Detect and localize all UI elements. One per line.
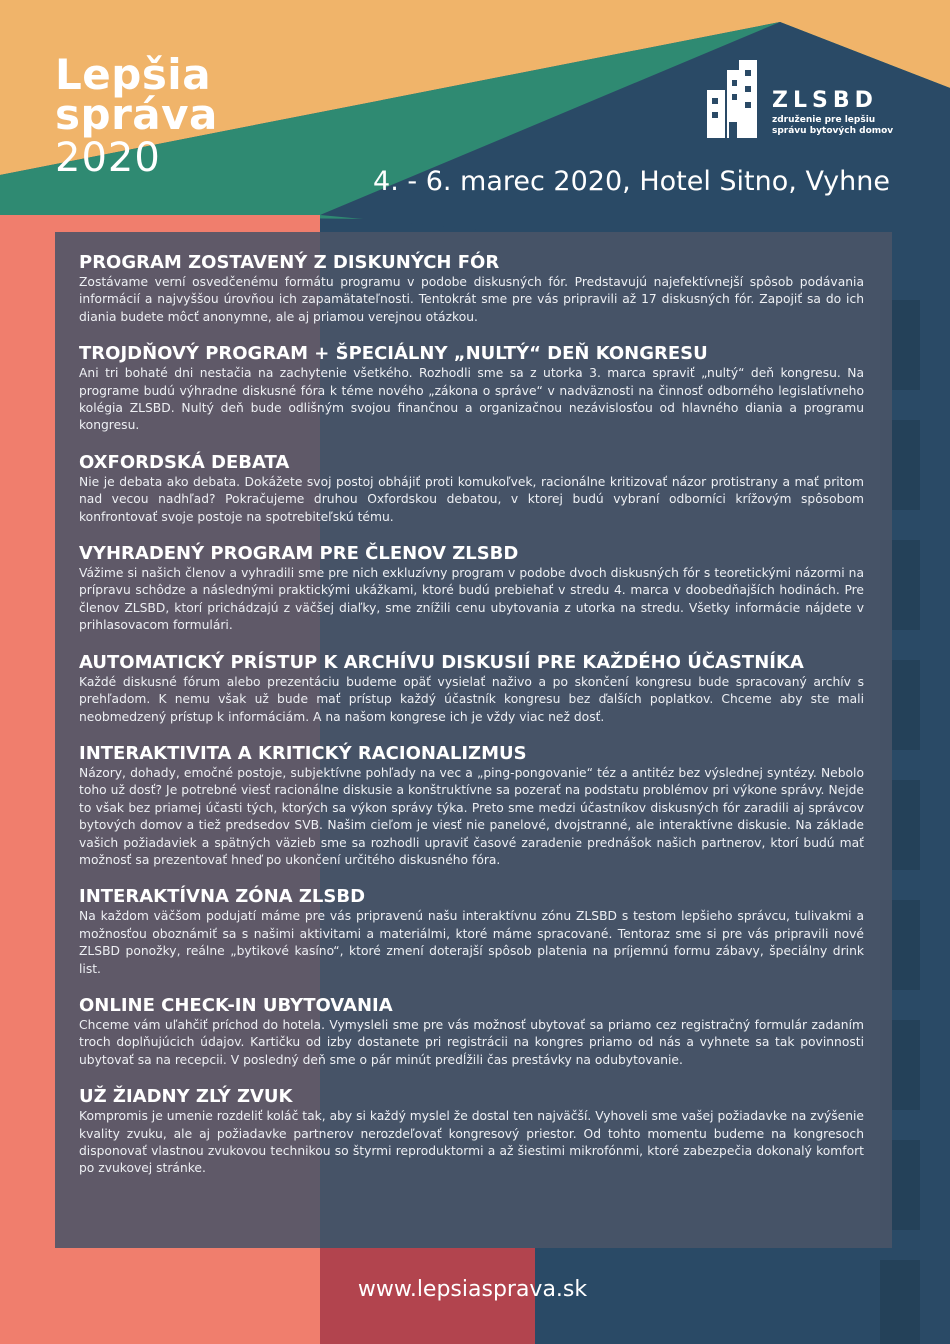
brand-line-2: správa [55,90,218,139]
section-body: Zostávame verní osvedčenému formátu programu v podobe diskusných fór. Predstavujú najefektívnejší spôsob podávania informácií a najvyššou úrovňou ich zapamätateľnosti. Tentokrát sme pre vás pripravili až 17 diskusných fór. Zapojiť sa do ich diania budete môcť anonymne, ale aj priamou verejnou otázkou. [79,275,864,324]
website-link[interactable]: www.lepsiasprava.sk [357,1277,588,1302]
section-title: PROGRAM ZOSTAVENÝ Z DISKUNÝCH FÓR [79,252,500,273]
section-interactivity [79,743,864,869]
section-oxford-debate [79,452,864,526]
section-title: INTERAKTIVITA A KRITICKÝ RACIONALIZMUS [79,742,527,764]
section-sound [79,1086,864,1178]
section-body: Vážime si našich členov a vyhradili sme pre nich exkluzívny program v podobe dvoch diskusných fór s teoretickými názormi na prípravu schôdze a následnými praktickými ukážkami, ktoré budú prebiehať v stredu 4. marca v doobedňajších hodinách. Pre členov ZLSBD, ktorí prichádzajú z väčšej diaľky, sme znížili cenu ubytovania z utorka na stredu. Všetky informácie nájdete v prihlasovacom formulári. [79,566,864,633]
section-body: Každé diskusné fórum alebo prezentáciu budeme opäť vysielať naživo a po skončení kongresu bude spracovaný archív s prehľadom. K nemu však už bude mať prístup každý účastník kongresu bez ďalších poplatkov. Chceme aby ste mali neobmedzený prístup k informáciám. A na našom kongrese ich je vždy viac než dosť. [79,674,864,724]
section-title: INTERAKTÍVNA ZÓNA ZLSBD [79,886,366,908]
logo-subtitle-line-2: správu bytových domov [772,126,894,136]
section-title: VYHRADENÝ PROGRAM PRE ČLENOV ZLSBD [79,543,519,565]
section-title: TROJDŇOVÝ PROGRAM + ŠPECIÁLNY „NULTÝ“ DEŇ KONGRESU [79,343,708,365]
program-sections [79,252,864,1195]
section-body: Názory, dohady, emočné postoje, subjektívne pohľady na vec a „ping-pongovanie“ téz a antitéz bez výslednej syntézy. Nebolo toho už dosť? Je potrebné viesť racionálne diskusie a konštruktívne sa pozerať na podstatu problémov pri výkone správy. Nejde to však bez priamej účasti tých, ktorých sa výkon správy týka. Preto sme medzi účastníkov diskusných fór zaradili aj správcov bytových domov a tiež predsedov SVB. Našim cieľom je viesť nie panelové, dvojstranné, ale interaktívne diskusie. Na základe vašich požiadaviek a spätných väzieb sme sa rozhodli upraviť časové zaradenie prednášok našich partnerov, ktorí budú mať možnosť sa prezentovať hneď po ukončení určitého diskusného fóra. [79,765,864,867]
section-body: Nie je debata ako debata. Dokážete svoj postoj obhájiť proti komukoľvek, racionálne kritizovať názor protistrany a mať pritom nad vecou nadhľad? Pokračujeme druhou Oxfordskou debatou, v ktorej budú vybraní odborníci krížovým spôsobom konfrontovať svoje postoje na spotrebiteľskú tému. [79,474,864,524]
logo-subtitle [772,115,893,137]
section-three-day-program [79,343,864,435]
section-body: Na každom väčšom podujatí máme pre vás pripravenú našu interaktívnu zónu ZLSBD s testom lepšieho správcu, tulivakmi a možnosťou oboznámiť sa s našimi aktivitami a materiálmi, ktoré máme spracované. Tentoraz sme si pre vás pripravili nové ZLSBD ponožky, reálne „bytikové kasíno“, ktoré zmení doterajší spôsob platenia na príjemnú formu zábavy, špeciálny drink list. [79,909,864,976]
section-body: Chceme vám uľahčiť príchod do hotela. Vymysleli sme pre vás možnosť ubytovať sa priamo cez registračný formulár zadaním troch doplňujúcich údajov. Kartičku od izby dostanete pri registrácii na kongres priamo od nás a vyhnete sa tak povinnosti ubytovať sa na recepcii. V posledný deň sme o pár minút predĺžili čas prestávky na odubytovanie. [79,1017,864,1067]
section-interactive-zone [79,886,864,978]
logo-subtitle-line-1: združenie pre lepšiu [772,115,876,125]
section-archive-access [79,652,864,726]
section-online-checkin [79,995,864,1069]
section-title: UŽ ŽIADNY ZLÝ ZVUK [79,1086,293,1108]
section-title: AUTOMATICKÝ PRÍSTUP K ARCHÍVU DISKUSIÍ PRE KAŽDÉHO ÚČASTNÍKA [79,651,804,673]
section-title: OXFORDSKÁ DEBATA [79,451,290,473]
brand-line-1: Lepšia [55,50,212,99]
event-date-place: 4. - 6. marec 2020, Hotel Sitno, Vyhne [373,166,890,197]
section-body: Ani tri bohaté dni nestačia na zachytenie všetkého. Rozhodli sme sa z utorka 3. marca spraviť „nultý“ deň kongresu. Na programe budú výhradne diskusné fóra k téme nového „zákona o správe“ v nadväznosti na činnosť odborného legislatívneho kolégia ZLSBD. Nultý deň bude odlišným svojou finančnou a organizačnou nezávislosťou od hlavného diania a programu kongresu. [79,366,864,433]
section-title: ONLINE CHECK-IN UBYTOVANIA [79,994,393,1016]
brand-year: 2020 [55,135,161,181]
brand-title [55,50,218,181]
section-members-program [79,543,864,635]
section-discussion-forums [79,252,864,326]
section-body: Kompromis je umenie rozdeliť koláč tak, aby si každý myslel že dostal ten najväčší. Vyhoveli sme vašej požiadavke na zvýšenie kvality zvuku, ale aj požiadavke partnerov nerozdeľovať kongresový priestor. Od tohto momentu budeme na kongresoch disponovať vlastnou zvukovou technikou so štyrmi reproduktormi a až šiestimi mikrofónmi, ktoré zabezpečia dokonalý komfort po zvukovej stránke. [79,1109,864,1176]
logo-name: ZLSBD [772,88,878,113]
